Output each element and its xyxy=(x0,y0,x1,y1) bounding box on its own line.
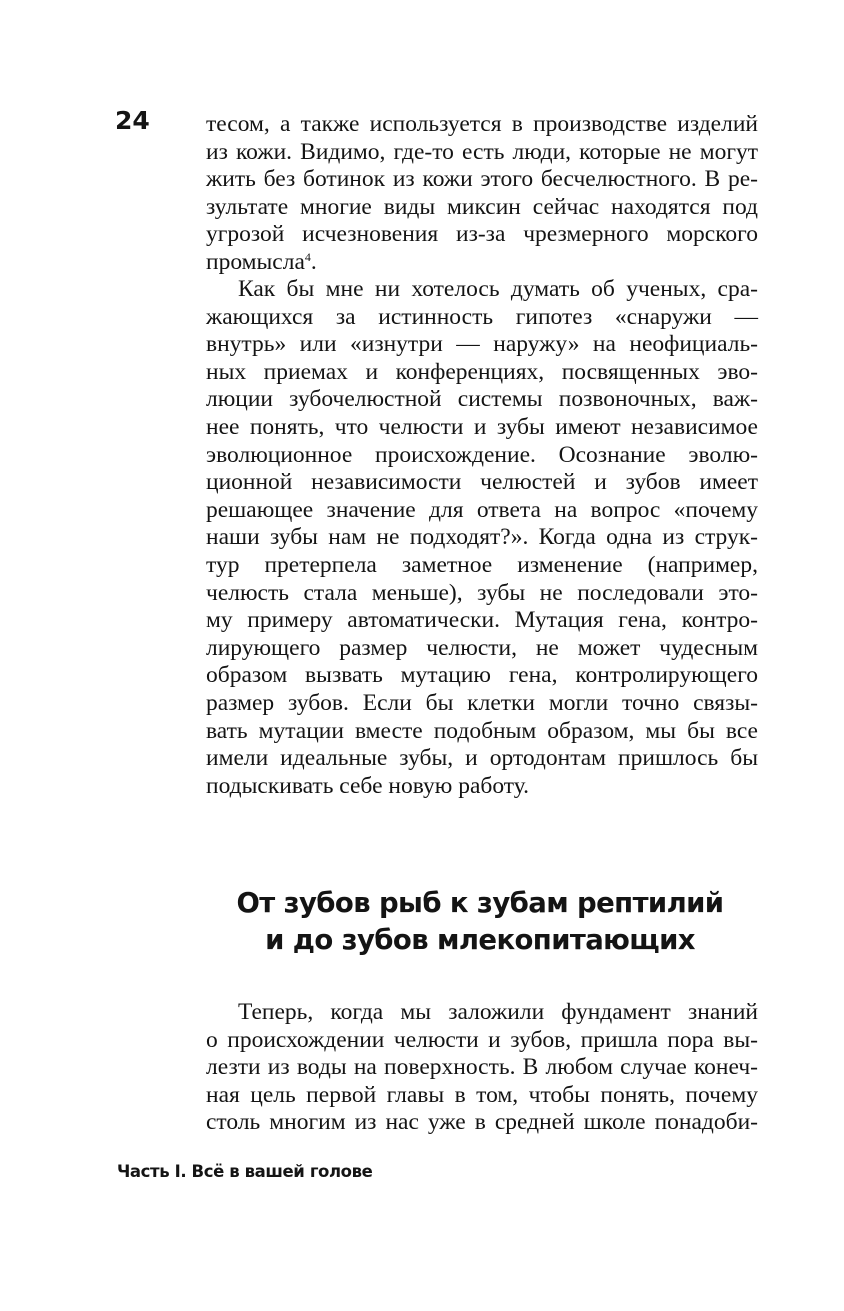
paragraph-continuation xyxy=(206,111,758,277)
text-line: люции зубочелюстной системы позвоночных, важ- xyxy=(206,386,758,413)
text-line: образом вызвать мутацию гена, контролирующего xyxy=(206,662,758,689)
text-line: наши зубы нам не подходят?». Когда одна из струк- xyxy=(206,524,758,551)
text-line: ных приемах и конференциях, посвященных эво- xyxy=(206,358,758,385)
text-line: жающихся за истинность гипотез «снаружи — xyxy=(206,303,758,330)
text-line: внутрь» или «изнутри — наружу» на неофициаль- xyxy=(206,331,758,358)
text-line: жить без ботинок из кожи этого бесчелюстного. В ре- xyxy=(206,166,758,193)
text-line: размер зубов. Если бы клетки могли точно связы- xyxy=(206,689,758,716)
text-line: столь многим из нас уже в средней школе понадоби- xyxy=(206,1109,758,1136)
text-line-last: подыскивать себе новую работу. xyxy=(206,772,529,799)
text-line: зультате многие виды миксин сейчас находятся под xyxy=(206,193,758,220)
text-line: решающее значение для ответа на вопрос «почему xyxy=(206,496,758,523)
text-line: эволюционное происхождение. Осознание эволю- xyxy=(206,441,758,468)
section-heading xyxy=(200,885,760,959)
text-line-last xyxy=(206,249,758,277)
text-line: челюсть стала меньше), зубы не последовали это- xyxy=(206,579,758,606)
text-line: лезти из воды на поверхность. В любом случае конеч- xyxy=(206,1054,758,1081)
paragraph-section-intro xyxy=(206,999,758,1137)
running-footer: Часть I. Всё в вашей голове xyxy=(117,1162,373,1181)
text-line: ная цель первой главы в том, чтобы понять, почему xyxy=(206,1081,758,1108)
text-line: му примеру автоматически. Мутация гена, контро- xyxy=(206,607,758,634)
page-number: 24 xyxy=(115,106,150,135)
text-line: тур претерпела заметное изменение (например, xyxy=(206,551,758,578)
text-line: вать мутации вместе подобным образом, мы бы все xyxy=(206,717,758,744)
text-line: нее понять, что челюсти и зубы имеют независимое xyxy=(206,413,758,440)
text-line: тесом, а также используется в производстве изделий xyxy=(206,111,758,137)
section-heading-line-2: и до зубов млекопитающих xyxy=(265,924,695,956)
text-fragment: промысла xyxy=(206,248,305,275)
footnote-reference[interactable]: 4 xyxy=(304,249,311,264)
section-heading-line-1: От зубов рыб к зубам рептилий xyxy=(236,887,724,919)
text-line: о происхождении челюсти и зубов, пришла пора вы- xyxy=(206,1026,758,1053)
text-line: Как бы мне ни хотелось думать об ученых, сра- xyxy=(238,276,758,302)
text-line: имели идеальные зубы, и ортодонтам пришлось бы xyxy=(206,745,758,772)
text-line: из кожи. Видимо, где-то есть люди, которые не могут xyxy=(206,138,758,165)
text-line: ционной независимости челюстей и зубов имеет xyxy=(206,469,758,496)
text-line: лирующего размер челюсти, не может чудесным xyxy=(206,634,758,661)
text-line: угрозой исчезновения из-за чрезмерного морского xyxy=(206,221,758,248)
sentence-end: . xyxy=(310,248,317,275)
text-line: Теперь, когда мы заложили фундамент знаний xyxy=(238,999,758,1025)
paragraph-jaws-and-teeth xyxy=(206,276,758,800)
